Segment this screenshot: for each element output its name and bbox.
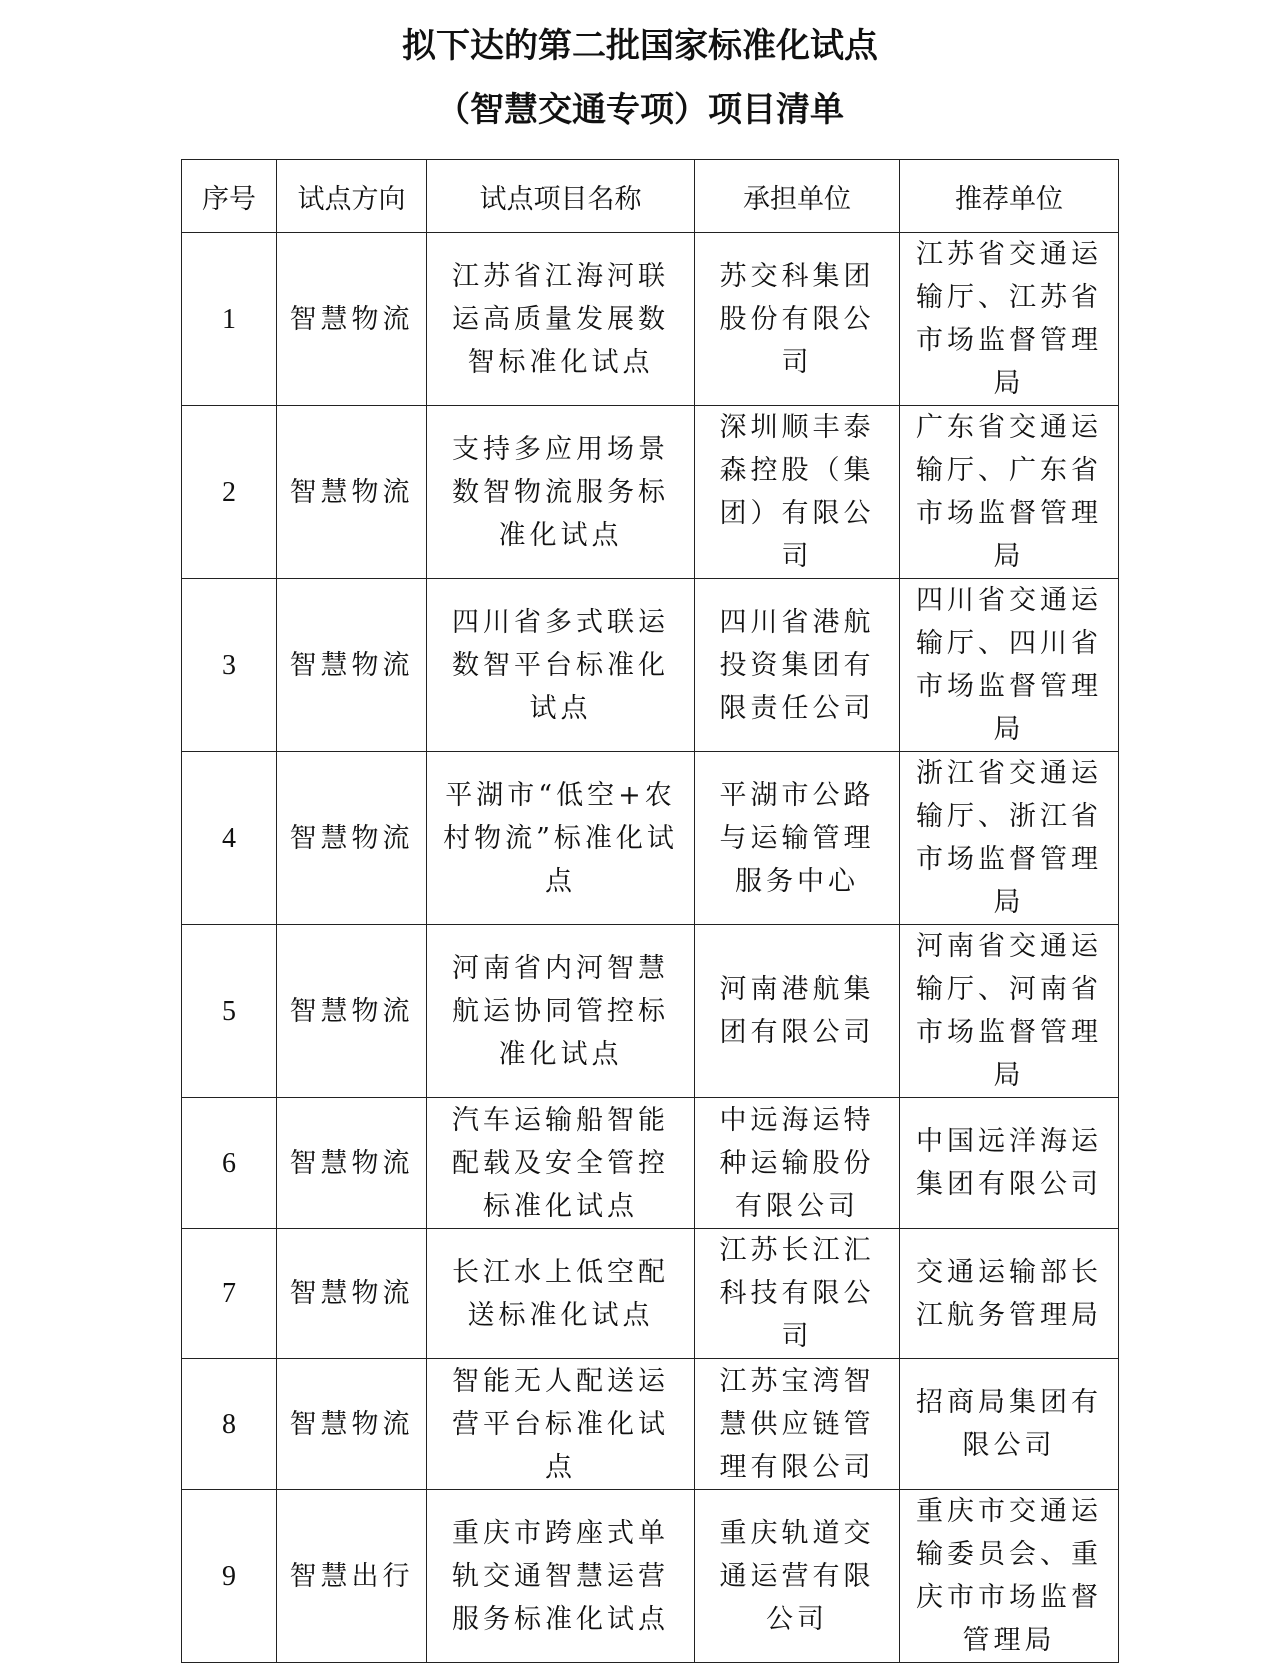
cell-undertaker: 重庆轨道交通运营有限公司 bbox=[695, 1490, 900, 1663]
cell-project: 重庆市跨座式单轨交通智慧运营服务标准化试点 bbox=[427, 1490, 695, 1663]
cell-undertaker: 四川省港航投资集团有限责任公司 bbox=[695, 579, 900, 752]
cell-undertaker: 江苏宝湾智慧供应链管理有限公司 bbox=[695, 1359, 900, 1490]
table-header-row bbox=[182, 160, 1119, 233]
page-title-line-2: （智慧交通专项）项目清单 bbox=[436, 90, 844, 130]
cell-direction: 智慧物流 bbox=[277, 406, 427, 579]
table-row bbox=[182, 752, 1119, 925]
table-row bbox=[182, 406, 1119, 579]
cell-direction: 智慧物流 bbox=[277, 1359, 427, 1490]
cell-undertaker: 江苏长江汇科技有限公司 bbox=[695, 1229, 900, 1359]
header-direction: 试点方向 bbox=[277, 160, 427, 233]
table-row bbox=[182, 233, 1119, 406]
cell-direction: 智慧物流 bbox=[277, 579, 427, 752]
page-title bbox=[0, 14, 1280, 142]
cell-recommender: 广东省交通运输厅、广东省市场监督管理局 bbox=[900, 406, 1119, 579]
cell-undertaker: 平湖市公路与运输管理服务中心 bbox=[695, 752, 900, 925]
header-recommender: 推荐单位 bbox=[900, 160, 1119, 233]
cell-direction: 智慧物流 bbox=[277, 1229, 427, 1359]
cell-undertaker: 河南港航集团有限公司 bbox=[695, 925, 900, 1098]
table-row bbox=[182, 925, 1119, 1098]
cell-direction: 智慧物流 bbox=[277, 925, 427, 1098]
cell-undertaker: 苏交科集团股份有限公司 bbox=[695, 233, 900, 406]
cell-no: 5 bbox=[182, 925, 277, 1098]
cell-direction: 智慧物流 bbox=[277, 752, 427, 925]
cell-recommender: 江苏省交通运输厅、江苏省市场监督管理局 bbox=[900, 233, 1119, 406]
cell-recommender: 四川省交通运输厅、四川省市场监督管理局 bbox=[900, 579, 1119, 752]
cell-no: 4 bbox=[182, 752, 277, 925]
cell-no: 9 bbox=[182, 1490, 277, 1663]
cell-recommender: 浙江省交通运输厅、浙江省市场监督管理局 bbox=[900, 752, 1119, 925]
cell-project: 智能无人配送运营平台标准化试点 bbox=[427, 1359, 695, 1490]
cell-no: 2 bbox=[182, 406, 277, 579]
cell-undertaker: 中远海运特种运输股份有限公司 bbox=[695, 1098, 900, 1229]
cell-direction: 智慧出行 bbox=[277, 1490, 427, 1663]
cell-no: 7 bbox=[182, 1229, 277, 1359]
cell-project: 平湖市“低空+农村物流”标准化试点 bbox=[427, 752, 695, 925]
cell-undertaker: 深圳顺丰泰森控股（集团）有限公司 bbox=[695, 406, 900, 579]
header-no: 序号 bbox=[182, 160, 277, 233]
cell-direction: 智慧物流 bbox=[277, 233, 427, 406]
header-undertaker: 承担单位 bbox=[695, 160, 900, 233]
cell-project: 长江水上低空配送标准化试点 bbox=[427, 1229, 695, 1359]
cell-recommender: 中国远洋海运集团有限公司 bbox=[900, 1098, 1119, 1229]
cell-recommender: 交通运输部长江航务管理局 bbox=[900, 1229, 1119, 1359]
cell-recommender: 重庆市交通运输委员会、重庆市市场监督管理局 bbox=[900, 1490, 1119, 1663]
cell-project: 汽车运输船智能配载及安全管控标准化试点 bbox=[427, 1098, 695, 1229]
cell-direction: 智慧物流 bbox=[277, 1098, 427, 1229]
cell-project: 河南省内河智慧航运协同管控标准化试点 bbox=[427, 925, 695, 1098]
cell-no: 1 bbox=[182, 233, 277, 406]
table-row bbox=[182, 1359, 1119, 1490]
header-project: 试点项目名称 bbox=[427, 160, 695, 233]
cell-no: 3 bbox=[182, 579, 277, 752]
cell-no: 8 bbox=[182, 1359, 277, 1490]
cell-recommender: 招商局集团有限公司 bbox=[900, 1359, 1119, 1490]
table-row bbox=[182, 1098, 1119, 1229]
cell-no: 6 bbox=[182, 1098, 277, 1229]
project-list-table bbox=[181, 159, 1119, 1663]
cell-project: 支持多应用场景数智物流服务标准化试点 bbox=[427, 406, 695, 579]
cell-project: 江苏省江海河联运高质量发展数智标准化试点 bbox=[427, 233, 695, 406]
table-row bbox=[182, 579, 1119, 752]
page-title-line-1: 拟下达的第二批国家标准化试点 bbox=[402, 26, 878, 66]
table-row bbox=[182, 1490, 1119, 1663]
cell-project: 四川省多式联运数智平台标准化试点 bbox=[427, 579, 695, 752]
cell-recommender: 河南省交通运输厅、河南省市场监督管理局 bbox=[900, 925, 1119, 1098]
table-row bbox=[182, 1229, 1119, 1359]
